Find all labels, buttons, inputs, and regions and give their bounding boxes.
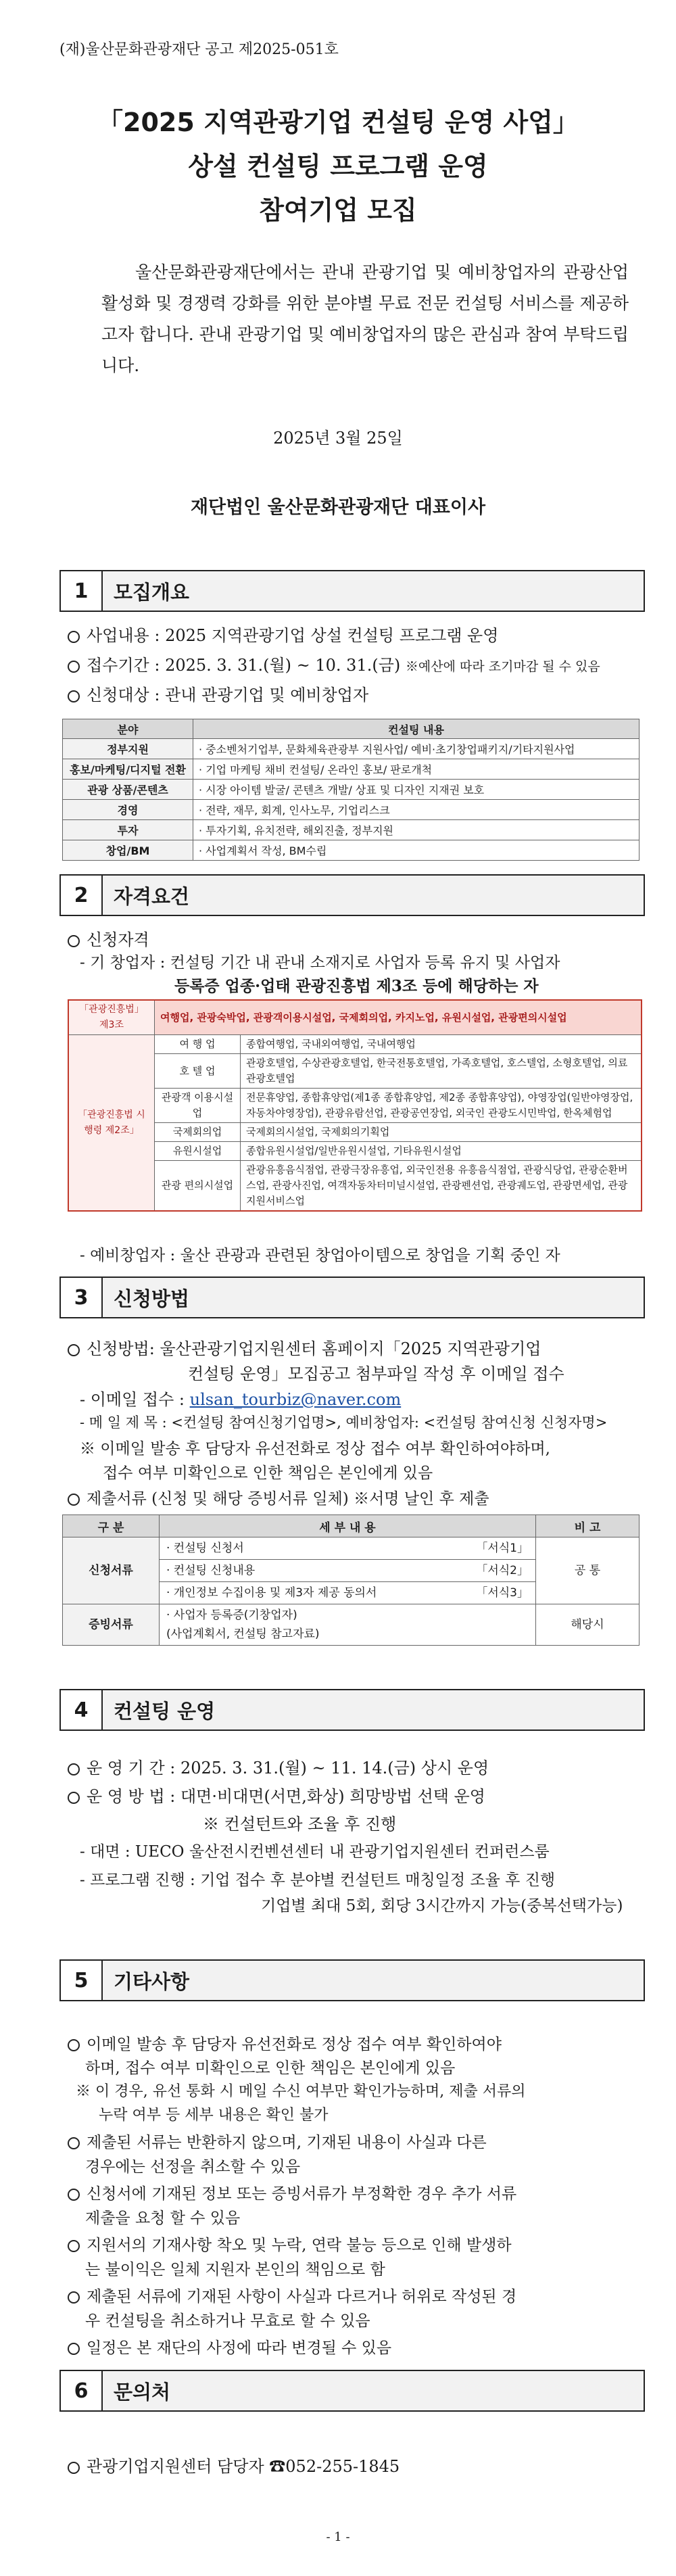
- table-row: 유원시설업 종합유원시설업/일반유원시설업, 기타유원시설업: [68, 1142, 642, 1161]
- organization: 재단법인 울산문화관광재단 대표이사: [190, 497, 486, 518]
- list-item: 신청자격: [68, 926, 149, 950]
- circle-bullet-icon: [68, 1494, 80, 1506]
- circle-bullet-icon: [68, 1792, 80, 1804]
- title-line-1: 「2025 지역관광기업 컨설팅 운영 사업」: [97, 108, 579, 137]
- list-item: [68, 2453, 400, 2477]
- section-1-header: [59, 570, 645, 612]
- section-title: 모집개요: [114, 580, 190, 604]
- table-row: 관광 상품/콘텐츠 · 시장 아이템 발굴/ 콘텐츠 개발/ 상표 및 디자인 지재권 보호: [63, 780, 639, 800]
- law-reference: 「관광진흥법 시행령 제2조」: [68, 1035, 155, 1212]
- program-line-2: 기업별 최대 5회, 회당 3시간까지 가능(중복선택가능): [261, 1897, 623, 1915]
- table-row: 관광 편의시설업 관광유흥음식점업, 관광극장유흥업, 외국인전용 유흥음식점업, 관광식당업, 관광순환버스업, 관광사진업, 여객자동차터미널시설업, 관광펜션업, 관광궤도업, 관광면세업, 관광지원서비스업: [68, 1161, 642, 1212]
- face-to-face-line: - 대면 : UECO 울산전시컨벤션센터 내 관광기업지원센터 컨퍼런스룸: [80, 1843, 550, 1861]
- table-row: · 컨설팅 신청내용 「서식2」: [63, 1560, 639, 1582]
- section-number: 4: [61, 1690, 103, 1730]
- table-row: 창업/BM · 사업계획서 작성, BM수립: [63, 840, 639, 861]
- notice-number: (재)울산문화관광재단 공고 제2025-051호: [59, 41, 339, 58]
- circle-bullet-icon: [68, 2240, 80, 2252]
- section-title: 문의처: [114, 2380, 171, 2404]
- list-item: 운 영 방 법 : 대면·비대면(서면,화상) 희망방법 선택 운영: [68, 1783, 485, 1807]
- text-line: 제출을 요청 할 수 있음: [85, 2210, 241, 2227]
- law-categories: 여행업, 관광숙박업, 관광객이용시설업, 국제회의업, 카지노업, 유원시설업, 관광편의시설업: [155, 1000, 642, 1035]
- table-row: 호 텔 업 관광호텔업, 수상관광호텔업, 한국전통호텔업, 가족호텔업, 호스텔업, 소형호텔업, 의료관광호텔업: [68, 1054, 642, 1089]
- announce-date: 2025년 3월 25일: [273, 429, 403, 448]
- consulting-field-table: [62, 719, 639, 861]
- list-item: 운 영 기 간 : 2025. 3. 31.(월) ~ 11. 14.(금) 상시 운영: [68, 1755, 489, 1778]
- text-line: 우 컨설팅을 취소하거나 무효로 할 수 있음: [85, 2312, 370, 2330]
- circle-bullet-icon: [68, 631, 80, 643]
- title-line-2: 상설 컨설팅 프로그램 운영: [188, 151, 488, 181]
- table-header: 구 분: [63, 1515, 160, 1537]
- text-line: 누락 여부 등 세부 내용은 확인 불가: [99, 2107, 329, 2124]
- table-row: 「관광진흥법 시행령 제2조」 여 행 업 종합여행업, 국내외여행업, 국내여행업: [68, 1035, 642, 1054]
- section-title: 기타사항: [114, 1970, 190, 1993]
- qualification-line-1: - 기 창업자 : 컨설팅 기간 내 관내 소재지로 사업자 등록 유지 및 사업자: [80, 954, 560, 972]
- list-item: 이메일 발송 후 담당자 유선전화로 정상 접수 여부 확인하여야: [68, 2032, 502, 2054]
- pre-founder-line: - 예비창업자 : 울산 관광과 관련된 창업아이템으로 창업을 기획 중인 자: [80, 1247, 560, 1264]
- warning-line-1: ※ 이메일 발송 후 담당자 유선전화로 정상 접수 여부 확인하여야하며,: [80, 1440, 550, 1458]
- list-item: 제출된 서류에 기재된 사항이 사실과 다르거나 허위로 작성된 경: [68, 2284, 516, 2306]
- table-row: 관광객 이용시설업 전문휴양업, 종합휴양업(제1종 종합휴양업, 제2종 종합휴양업), 야영장업(일반야영장업, 자동차야영장업), 관광유람선업, 관광공연장업, 외국인 관광도시민박업, 한옥체험업: [68, 1089, 642, 1123]
- table-row: 홍보/마케팅/디지털 전환 · 기업 마케팅 채비 컨설팅/ 온라인 홍보/ 판로개척: [63, 759, 639, 780]
- email-link[interactable]: ulsan_tourbiz@naver.com: [189, 1390, 402, 1409]
- table-header: 비 고: [536, 1515, 639, 1537]
- list-item: 신청대상 : 관내 관광기업 및 예비창업자: [68, 682, 368, 705]
- program-line-1: - 프로그램 진행 : 기업 접수 후 분야별 컨설턴트 매칭일정 조율 후 진행: [80, 1871, 556, 1889]
- table-header: 컨설팅 내용: [193, 719, 639, 739]
- circle-bullet-icon: [68, 2291, 80, 2304]
- circle-bullet-icon: [68, 2189, 80, 2201]
- section-number: 1: [61, 571, 103, 611]
- warning-line-2: 접수 여부 미확인으로 인한 책임은 본인에게 있음: [103, 1464, 433, 1482]
- table-row: 투자 · 투자기획, 유치전략, 해외진출, 정부지원: [63, 820, 639, 840]
- tourism-law-table: [68, 999, 642, 1212]
- section-title: 자격요건: [114, 884, 190, 908]
- table-header: 세 부 내 용: [160, 1515, 536, 1537]
- section-title: 컨설팅 운영: [114, 1699, 216, 1723]
- list-item: 사업내용 : 2025 지역관광기업 상설 컨설팅 프로그램 운영: [68, 622, 498, 646]
- title-line-3: 참여기업 모집: [259, 195, 417, 225]
- table-row: 정부지원 · 중소벤처기업부, 문화체육관광부 지원사업/ 예비·초기창업패키지/기타지원사업: [63, 739, 639, 759]
- table-row: 증빙서류 · 사업자 등록증(기창업자) (사업계획서, 컨설팅 참고자료) 해당시: [63, 1604, 639, 1646]
- section-number: 5: [61, 1961, 103, 2000]
- table-row: 국제회의업 국제회의시설업, 국제회의기획업: [68, 1123, 642, 1142]
- list-item: 제출된 서류는 반환하지 않으며, 기재된 내용이 사실과 다른: [68, 2130, 487, 2152]
- intro-paragraph: 울산문화관광재단에서는 관내 관광기업 및 예비창업자의 관광산업 활성화 및 경쟁력 강화를 위한 분야별 무료 전문 컨설팅 서비스를 제공하고자 합니다. 관내 관광기업 및 예비창업자의 많은 관심과 참여 부탁드립니다.: [101, 262, 629, 375]
- text-line: 는 불이익은 일체 지원자 본인의 책임으로 함: [85, 2261, 385, 2279]
- circle-bullet-icon: [68, 2137, 80, 2149]
- list-item: 지원서의 기재사항 착오 및 누락, 연락 불능 등으로 인해 발생하: [68, 2233, 512, 2255]
- section-title: 신청방법: [114, 1287, 190, 1310]
- table-row: 신청서류 · 컨설팅 신청서 「서식1」 공 통: [63, 1537, 639, 1560]
- section-number: 6: [61, 2371, 103, 2410]
- mail-subject-line: - 메 일 제 목 : <컨설팅 참여신청기업명>, 예비창업자: <컨설팅 참여신청 신청자명>: [80, 1414, 608, 1431]
- section-4-header: [59, 1689, 645, 1731]
- circle-bullet-icon: [68, 690, 80, 702]
- section-number: 3: [61, 1278, 103, 1317]
- circle-bullet-icon: [68, 2343, 80, 2355]
- list-item: 접수기간 : 2025. 3. 31.(월) ~ 10. 31.(금) ※예산에 따라 조기마감 될 수 있음: [68, 652, 600, 675]
- circle-bullet-icon: [68, 661, 80, 673]
- circle-bullet-icon: [68, 935, 80, 947]
- method-line-2: 컨설팅 운영」모집공고 첨부파일 작성 후 이메일 접수: [188, 1364, 564, 1383]
- section-2-header: [59, 874, 645, 916]
- qualification-line-2: 등록증 업종·업태 관광진흥법 제3조 등에 해당하는 자: [174, 977, 539, 995]
- circle-bullet-icon: [68, 2462, 80, 2474]
- text-line: 하며, 접수 여부 미확인으로 인한 책임은 본인에게 있음: [85, 2059, 456, 2077]
- email-line: - 이메일 접수 : ulsan_tourbiz@naver.com: [80, 1390, 402, 1409]
- note-line: ※ 컨설턴트와 조율 후 진행: [203, 1815, 397, 1834]
- section-3-header: [59, 1277, 645, 1318]
- text-line: 경우에는 선정을 취소할 수 있음: [85, 2158, 301, 2176]
- circle-bullet-icon: [68, 1763, 80, 1775]
- page-number: - 1 -: [326, 2530, 350, 2544]
- list-item: 신청방법: 울산관광기업지원센터 홈페이지「2025 지역관광기업: [68, 1335, 541, 1359]
- table-row: 경영 · 전략, 재무, 회계, 인사노무, 기업리스크: [63, 800, 639, 820]
- section-number: 2: [61, 876, 103, 915]
- list-item: 일정은 본 재단의 사정에 따라 변경될 수 있음: [68, 2335, 391, 2358]
- list-item: 제출서류 (신청 및 해당 증빙서류 일체) ※서명 날인 후 제출: [68, 1486, 489, 1508]
- documents-table: [62, 1514, 639, 1646]
- circle-bullet-icon: [68, 1344, 80, 1356]
- law-reference: 「관광진흥법」 제3조: [68, 1000, 155, 1035]
- section-5-header: [59, 1959, 645, 2001]
- circle-bullet-icon: [68, 2039, 80, 2051]
- text-line: ※ 이 경우, 유선 통화 시 메일 수신 여부만 확인가능하며, 제출 서류의: [76, 2083, 526, 2100]
- section-6-header: [59, 2370, 645, 2412]
- list-item: 신청서에 기재된 정보 또는 증빙서류가 부정확한 경우 추가 서류: [68, 2181, 516, 2203]
- table-header: 분야: [63, 719, 193, 739]
- contact-info: 관광기업지원센터 담당자 ☎052-255-1845: [87, 2457, 400, 2476]
- table-row: · 개인정보 수집이용 및 제3자 제공 동의서 「서식3」: [63, 1582, 639, 1604]
